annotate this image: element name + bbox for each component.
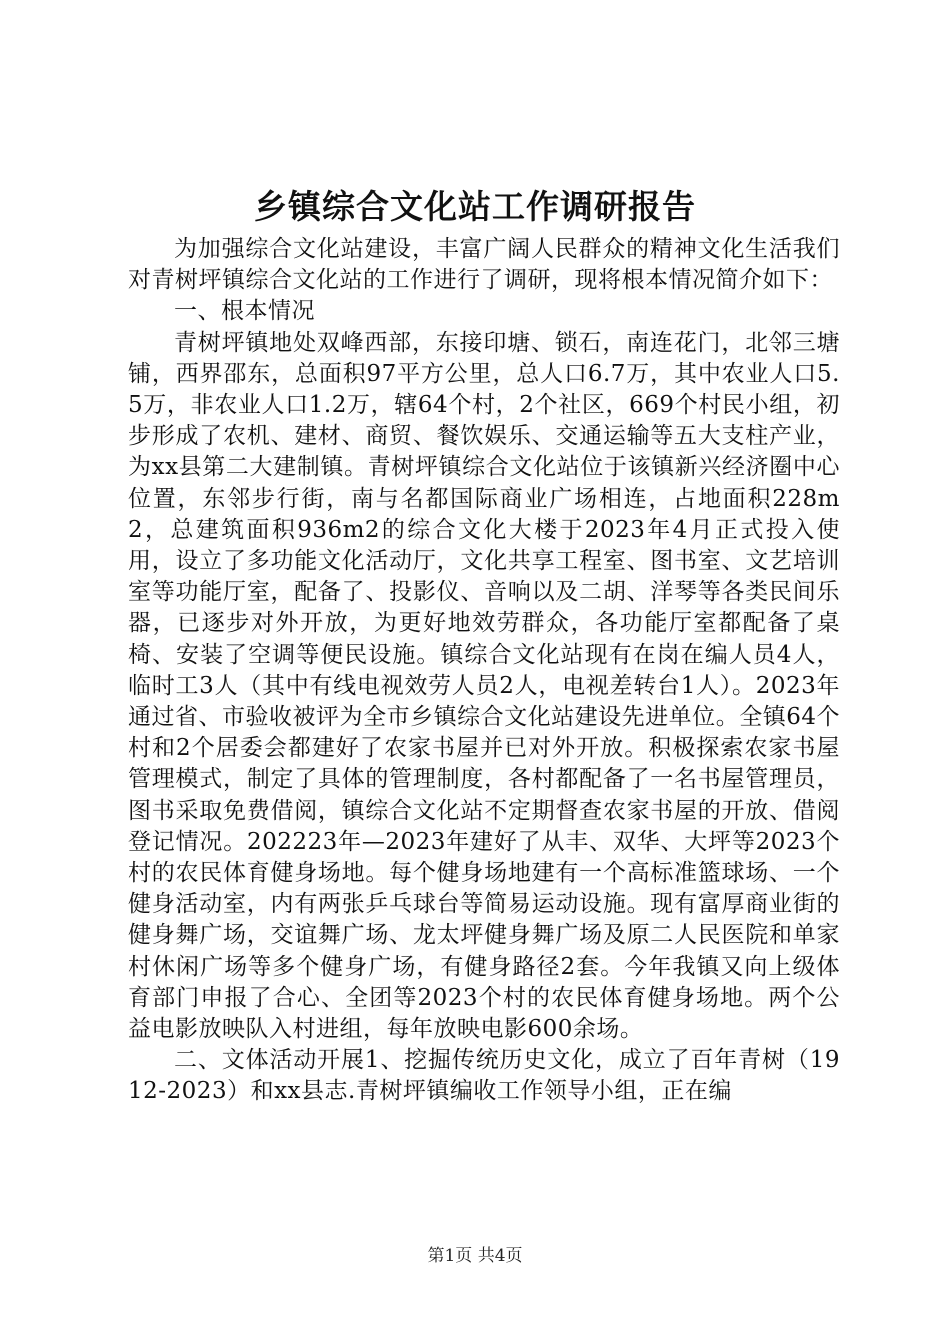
section-heading-activities: 二、文体活动开展1、挖掘传统历史文化，成立了百年青树（1912-2023）和xx县志.青树坪镇编收工作领导小组，正在编	[128, 1047, 840, 1105]
intro-paragraph: 为加强综合文化站建设，丰富广阔人民群众的精神文化生活我们对青树坪镇综合文化站的工作进行了调研，现将根本情况简介如下：	[128, 236, 840, 294]
basic-situation-paragraph: 青树坪镇地处双峰西部，东接印塘、锁石，南连花门，北邻三塘铺，西界邵东，总面积97平方公里，总人口6.7万，其中农业人口5.5万，非农业人口1.2万，辖64个村，2个社区，669个村民小组，初步形成了农机、建材、商贸、餐饮娱乐、交通运输等五大支柱产业，为xx县第二大建制镇。青树坪镇综合文化站位于该镇新兴经济圈中心位置，东邻步行街，南与名都国际商业广场相连，占地面积228m2，总建筑面积936m2的综合文化大楼于2023年4月正式投入使用，设立了多功能文化活动厅，文化共享工程室、图书室、文艺培训室等功能厅室，配备了、投影仪、音响以及二胡、洋琴等各类民间乐器，已逐步对外开放，为更好地效劳群众，各功能厅室都配备了桌椅、安装了空调等便民设施。镇综合文化站现有在岗在编人员4人，临时工3人（其中有线电视效劳人员2人，电视差转台1人）。2023年通过省、市验收被评为全市乡镇综合文化站建设先进单位。全镇64个村和2个居委会都建好了农家书屋并已对外开放。积极探索农家书屋管理模式，制定了具体的管理制度，各村都配备了一名书屋管理员，图书采取免费借阅，镇综合文化站不定期督查农家书屋的开放、借阅登记情况。202223年—2023年建好了从丰、双华、大坪等2023个村的农民体育健身场地。每个健身场地建有一个高标准篮球场、一个健身活动室，内有两张乒乓球台等简易运动设施。现有富厚商业街的健身舞广场，交谊舞广场、龙太坪健身舞广场及原二人民医院和单家村休闲广场等多个健身广场，有健身路径2套。今年我镇又向上级体育部门申报了合心、全团等2023个村的农民体育健身场地。两个公益电影放映队入村进组，每年放映电影600余场。	[128, 329, 840, 1043]
section-heading-basic-situation: 一、根本情况	[174, 298, 315, 325]
document-body	[128, 234, 840, 1108]
document-title: 乡镇综合文化站工作调研报告	[254, 187, 696, 226]
page-number-footer: 第1页 共4页	[427, 1246, 523, 1266]
